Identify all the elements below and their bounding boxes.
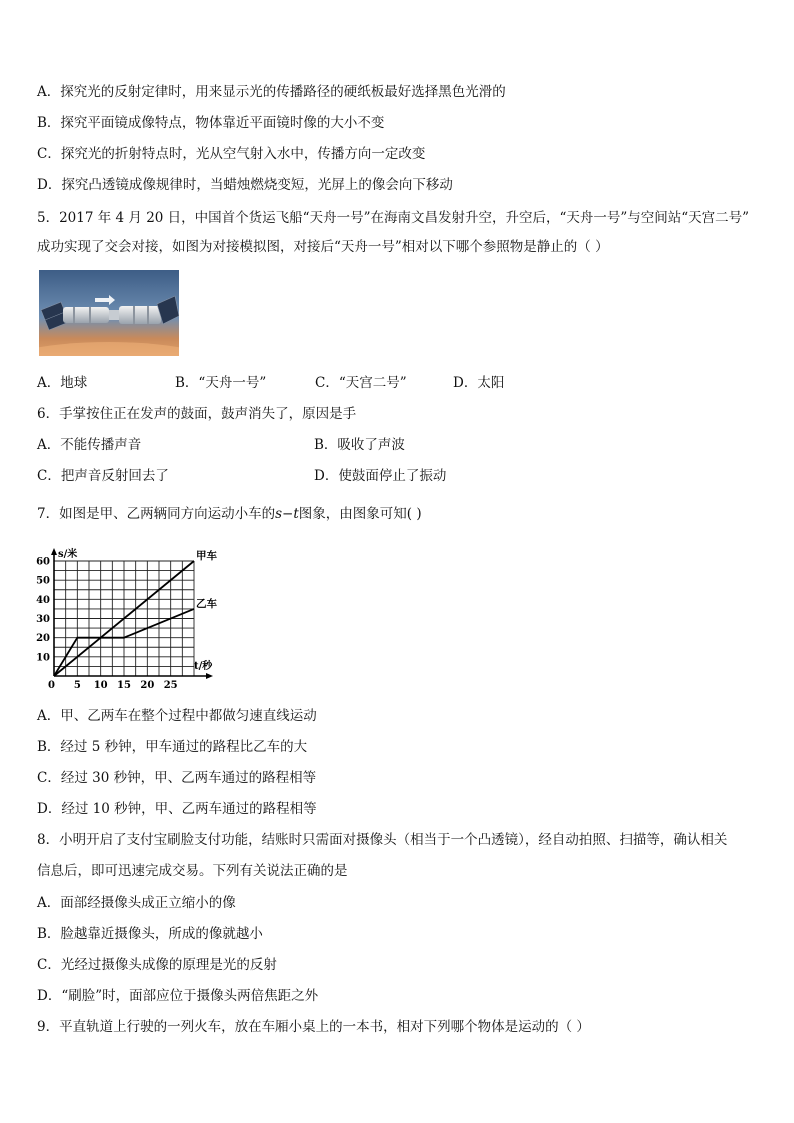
q7-option-b: B．经过 5 秒钟，甲车通过的路程比乙车的大 — [37, 739, 308, 755]
series-label-1: 甲车 — [196, 550, 217, 562]
q5-option-c: C．“天宫二号” — [315, 375, 407, 391]
x-tick-label: 15 — [117, 680, 131, 691]
q8-option-b: B．脸越靠近摄像头，所成的像就越小 — [37, 926, 263, 942]
q9-stem: 9．平直轨道上行驶的一列火车，放在车厢小桌上的一本书，相对下列哪个物体是运动的（ ） — [37, 1019, 590, 1035]
q4-option-b: B．探究平面镜成像特点，物体靠近平面镜时像的大小不变 — [37, 115, 385, 131]
y-axis-arrow — [51, 548, 57, 555]
q5-stem-line2: 成功实现了交会对接，如图为对接模拟图，对接后“天舟一号”相对以下哪个参照物是静止的（ ） — [37, 239, 609, 255]
x-axis-label: t/秒 — [194, 661, 213, 672]
x-tick-label: 5 — [73, 680, 81, 691]
q7-formula: s−t — [275, 506, 299, 522]
y-tick-label: 30 — [36, 614, 50, 625]
q5-stem-line1: 5．2017 年 4 月 20 日，中国首个货运飞船“天舟一号”在海南文昌发射升空，升空后，“天舟一号”与空间站“天宫二号” — [37, 210, 750, 226]
x-tick-label: 10 — [93, 680, 108, 691]
q4-option-c: C．探究光的折射特点时，光从空气射入水中，传播方向一定改变 — [37, 146, 426, 162]
y-tick-label: 10 — [36, 652, 50, 664]
q5-option-b: B．“天舟一号” — [175, 375, 267, 391]
q7-stem-text: 7．如图是甲、乙两辆同方向运动小车的 — [37, 506, 276, 522]
q8-option-d: D．“刷脸”时，面部应位于摄像头两倍焦距之外 — [37, 988, 319, 1004]
q6-option-b: B．吸收了声波 — [314, 437, 405, 453]
q8-option-a: A．面部经摄像头成正立缩小的像 — [37, 895, 236, 911]
y-tick-label: 50 — [36, 575, 50, 587]
q6-option-c: C．把声音反射回去了 — [37, 468, 169, 484]
q5-option-a: A．地球 — [37, 375, 88, 391]
q7-option-a: A．甲、乙两车在整个过程中都做匀速直线运动 — [37, 708, 317, 724]
q6-stem: 6．手掌按住正在发声的鼓面，鼓声消失了，原因是手 — [37, 406, 357, 422]
y-tick-label: 40 — [36, 594, 50, 606]
y-axis-label: s/米 — [58, 549, 78, 560]
x-tick-label: 25 — [163, 680, 178, 691]
x-axis-arrow — [206, 673, 213, 679]
q4-option-a: A．探究光的反射定律时，用来显示光的传播路径的硬纸板最好选择黑色光滑的 — [37, 84, 506, 100]
q5-option-d: D．太阳 — [453, 375, 505, 391]
q8-stem-line1: 8．小明开启了支付宝刷脸支付功能，结账时只需面对摄像头（相当于一个凸透镜），经自动拍照、扫描等，确认相关 — [37, 832, 728, 848]
q6-options-row2 — [37, 467, 446, 485]
q7-stem-tail: 图象，由图象可知( ) — [298, 506, 422, 522]
q7-option-d: D．经过 10 秒钟，甲、乙两车通过的路程相等 — [37, 801, 317, 817]
q7-stem — [37, 505, 422, 523]
q8-stem-line2: 信息后，即可迅速完成交易。下列有关说法正确的是 — [37, 863, 348, 879]
origin-label: 0 — [48, 680, 55, 691]
s-t-chart-svg — [30, 545, 230, 695]
q6-option-a: A．不能传播声音 — [37, 437, 142, 453]
q6-option-d: D．使鼓面停止了振动 — [314, 468, 447, 484]
q7-option-c: C．经过 30 秒钟，甲、乙两车通过的路程相等 — [37, 770, 317, 786]
docking-illustration — [39, 270, 179, 356]
q6-options-row1 — [37, 436, 405, 454]
q5-options — [37, 374, 504, 392]
s-t-graph — [30, 545, 230, 695]
x-tick-label: 20 — [140, 680, 155, 691]
y-tick-label: 60 — [36, 556, 50, 568]
q8-option-c: C．光经过摄像头成像的原理是光的反射 — [37, 957, 277, 973]
y-tick-label: 20 — [36, 633, 50, 645]
q4-option-d: D．探究凸透镜成像规律时，当蜡烛燃烧变短，光屏上的像会向下移动 — [37, 177, 453, 193]
series-label-2: 乙车 — [196, 597, 217, 610]
